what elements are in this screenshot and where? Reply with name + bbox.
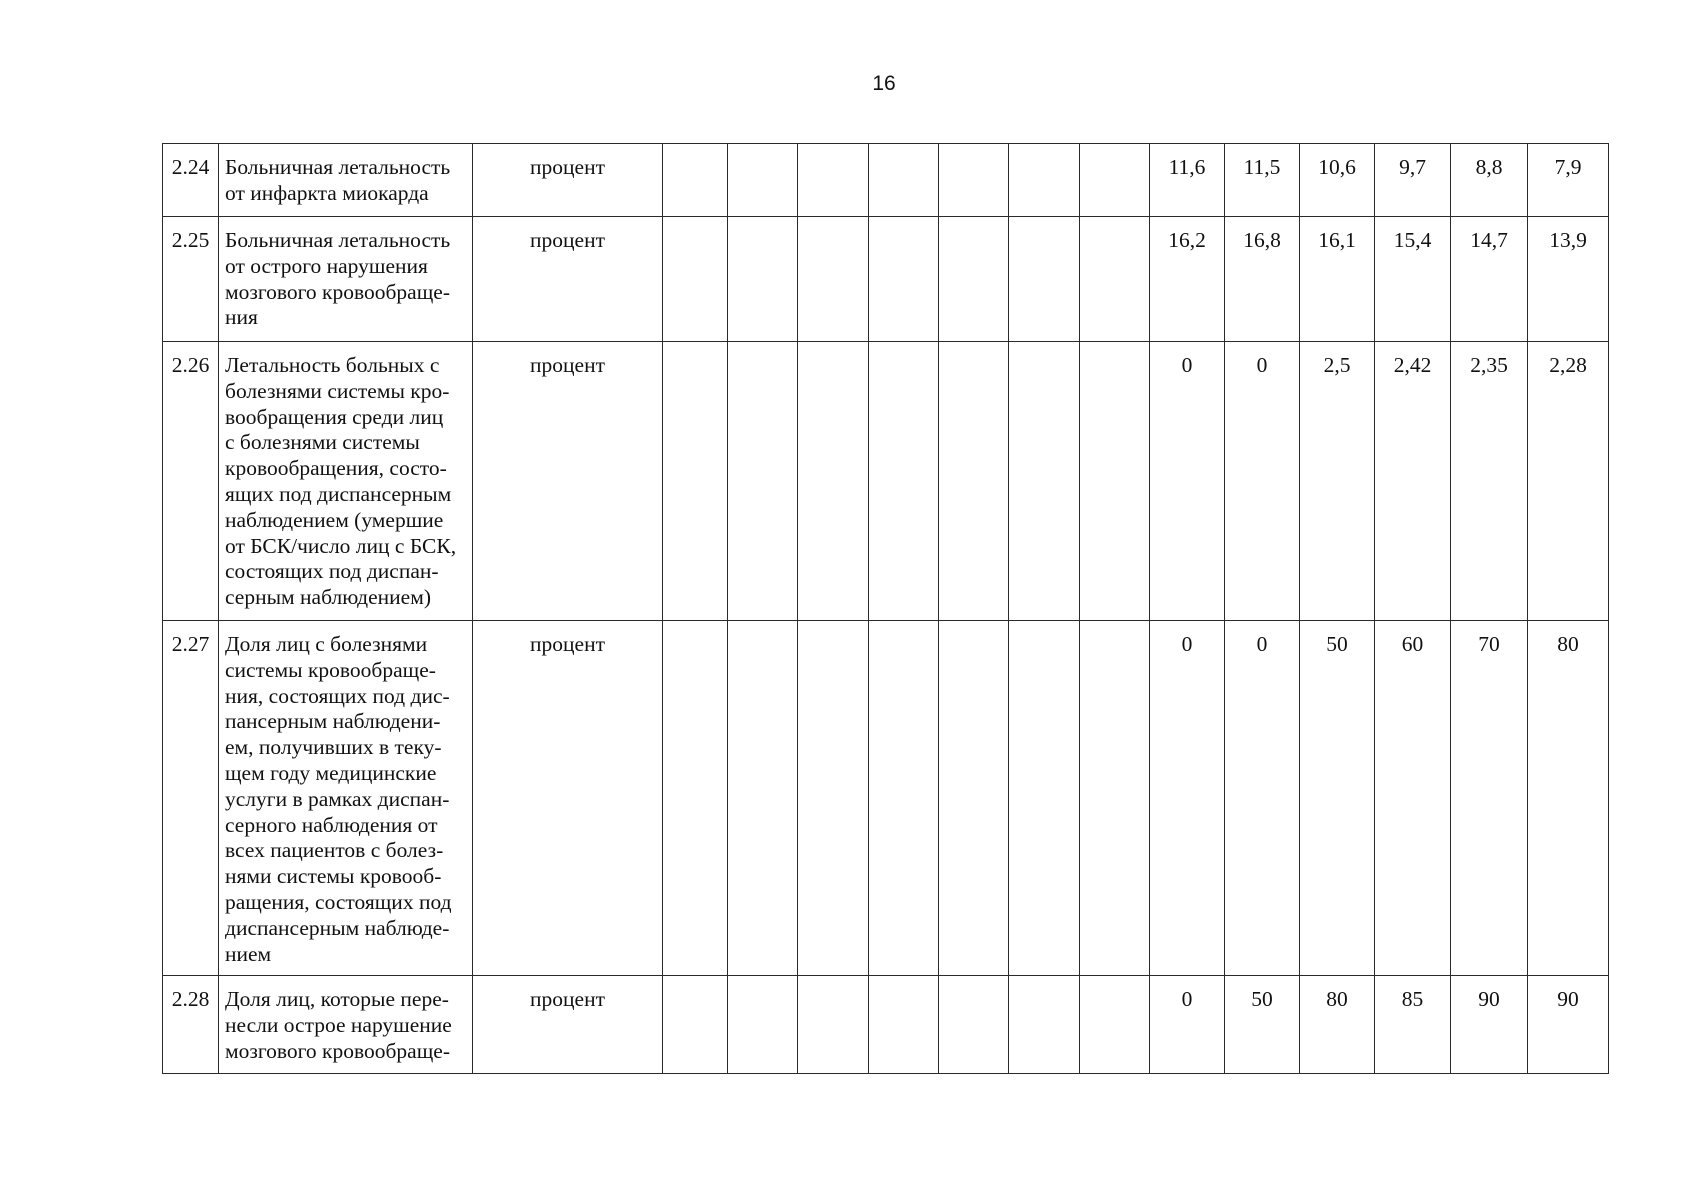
indicator-name-line: Больничная летальность xyxy=(225,155,451,179)
indicator-name-line: кровообращения, состо- xyxy=(225,456,447,481)
row-number-cell: 2.26 xyxy=(163,342,219,621)
indicator-name-line: мозгового кровообраще- xyxy=(225,279,450,304)
empty-cell xyxy=(728,342,798,621)
page-number: 16 xyxy=(872,72,896,95)
empty-cell xyxy=(1009,217,1080,342)
empty-cell xyxy=(1009,342,1080,621)
indicator-name-line: всех пациентов с болез- xyxy=(225,838,444,863)
indicator-name-line: Доля лиц с болезнями xyxy=(225,632,428,656)
empty-cell xyxy=(939,144,1009,217)
indicator-name-line: Доля лиц, которые пере- xyxy=(225,987,449,1012)
indicator-name-line: болезнями системы кро- xyxy=(225,378,450,403)
indicator-name-line: серным наблюдением) xyxy=(225,585,431,610)
empty-cell xyxy=(1009,976,1080,1074)
value-cell: 2,28 xyxy=(1528,342,1609,621)
table-row xyxy=(163,144,1609,217)
indicator-name-cell xyxy=(219,976,473,1074)
value-cell: 0 xyxy=(1150,976,1225,1074)
empty-cell xyxy=(1080,217,1150,342)
unit-cell: процент xyxy=(473,144,663,217)
empty-cell xyxy=(798,342,869,621)
value-cell: 0 xyxy=(1225,621,1300,976)
indicator-name-line: ем, получивших в теку- xyxy=(225,735,442,760)
indicator-name-line: системы кровообраще- xyxy=(225,657,436,682)
value-cell: 90 xyxy=(1451,976,1528,1074)
indicator-name-line: диспансерным наблюде- xyxy=(225,915,450,940)
value-cell: 60 xyxy=(1375,621,1451,976)
table-row xyxy=(163,621,1609,976)
indicator-name-line: услуги в рамках диспан- xyxy=(225,786,450,811)
indicator-name-line: от острого нарушения xyxy=(225,253,428,278)
indicator-name-cell xyxy=(219,217,473,342)
indicator-name-line: ния xyxy=(225,305,258,330)
empty-cell xyxy=(939,217,1009,342)
value-cell: 0 xyxy=(1225,342,1300,621)
indicator-name-line: Больничная летальность xyxy=(225,228,451,252)
value-cell: 8,8 xyxy=(1451,144,1528,217)
row-number-cell: 2.25 xyxy=(163,217,219,342)
empty-cell xyxy=(869,621,939,976)
value-cell: 9,7 xyxy=(1375,144,1451,217)
indicator-name-line: щем году медицинские xyxy=(225,760,437,785)
empty-cell xyxy=(728,217,798,342)
value-cell: 80 xyxy=(1300,976,1375,1074)
empty-cell xyxy=(869,217,939,342)
indicator-name-line: наблюдением (умершие xyxy=(225,507,444,532)
value-cell: 16,8 xyxy=(1225,217,1300,342)
empty-cell xyxy=(728,144,798,217)
value-cell: 0 xyxy=(1150,342,1225,621)
value-cell: 0 xyxy=(1150,621,1225,976)
indicator-name-cell xyxy=(219,144,473,217)
value-cell: 13,9 xyxy=(1528,217,1609,342)
indicator-name-line: нями системы кровооб- xyxy=(225,864,442,889)
indicator-name-line: несли острое нарушение xyxy=(225,1013,452,1038)
empty-cell xyxy=(798,976,869,1074)
value-cell: 7,9 xyxy=(1528,144,1609,217)
indicator-name-line: пансерным наблюдени- xyxy=(225,709,441,734)
unit-cell: процент xyxy=(473,217,663,342)
empty-cell xyxy=(1009,621,1080,976)
empty-cell xyxy=(939,342,1009,621)
empty-cell xyxy=(798,217,869,342)
unit-cell: процент xyxy=(473,342,663,621)
indicator-name-line: серного наблюдения от xyxy=(225,812,438,837)
empty-cell xyxy=(1080,144,1150,217)
value-cell: 11,5 xyxy=(1225,144,1300,217)
empty-cell xyxy=(728,621,798,976)
indicator-name-cell xyxy=(219,621,473,976)
table-row xyxy=(163,342,1609,621)
indicator-name-line: от инфаркта миокарда xyxy=(225,180,429,205)
value-cell: 50 xyxy=(1300,621,1375,976)
empty-cell xyxy=(798,621,869,976)
value-cell: 16,1 xyxy=(1300,217,1375,342)
value-cell: 50 xyxy=(1225,976,1300,1074)
value-cell: 70 xyxy=(1451,621,1528,976)
value-cell: 11,6 xyxy=(1150,144,1225,217)
empty-cell xyxy=(939,976,1009,1074)
indicator-name-line: ращения, состоящих под xyxy=(225,889,452,914)
empty-cell xyxy=(1080,976,1150,1074)
value-cell: 16,2 xyxy=(1150,217,1225,342)
value-cell: 14,7 xyxy=(1451,217,1528,342)
unit-cell: процент xyxy=(473,976,663,1074)
value-cell: 2,35 xyxy=(1451,342,1528,621)
indicators-table xyxy=(162,143,1609,1074)
empty-cell xyxy=(663,342,728,621)
value-cell: 2,42 xyxy=(1375,342,1451,621)
value-cell: 80 xyxy=(1528,621,1609,976)
table-row xyxy=(163,217,1609,342)
indicator-name-line: нием xyxy=(225,941,272,966)
value-cell: 15,4 xyxy=(1375,217,1451,342)
unit-cell: процент xyxy=(473,621,663,976)
indicator-name-line: ящих под диспансерным xyxy=(225,481,452,506)
indicator-name-line: ния, состоящих под дис- xyxy=(225,683,450,708)
indicator-name-line: состоящих под диспан- xyxy=(225,559,439,584)
empty-cell xyxy=(663,976,728,1074)
empty-cell xyxy=(939,621,1009,976)
indicator-name-cell xyxy=(219,342,473,621)
empty-cell xyxy=(869,342,939,621)
table-row xyxy=(163,976,1609,1074)
empty-cell xyxy=(798,144,869,217)
row-number-cell: 2.28 xyxy=(163,976,219,1074)
value-cell: 2,5 xyxy=(1300,342,1375,621)
empty-cell xyxy=(869,976,939,1074)
empty-cell xyxy=(1080,621,1150,976)
indicator-name-line: вообращения среди лиц xyxy=(225,404,444,429)
empty-cell xyxy=(728,976,798,1074)
row-number-cell: 2.27 xyxy=(163,621,219,976)
indicator-name-line: с болезнями системы xyxy=(225,430,420,455)
empty-cell xyxy=(663,621,728,976)
empty-cell xyxy=(663,144,728,217)
empty-cell xyxy=(1080,342,1150,621)
row-number-cell: 2.24 xyxy=(163,144,219,217)
empty-cell xyxy=(1009,144,1080,217)
value-cell: 10,6 xyxy=(1300,144,1375,217)
value-cell: 85 xyxy=(1375,976,1451,1074)
indicator-name-line: от БСК/число лиц с БСК, xyxy=(225,533,457,558)
empty-cell xyxy=(663,217,728,342)
empty-cell xyxy=(869,144,939,217)
indicator-name-line: мозгового кровообраще- xyxy=(225,1038,450,1063)
value-cell: 90 xyxy=(1528,976,1609,1074)
indicator-name-line: Летальность больных с xyxy=(225,353,440,377)
